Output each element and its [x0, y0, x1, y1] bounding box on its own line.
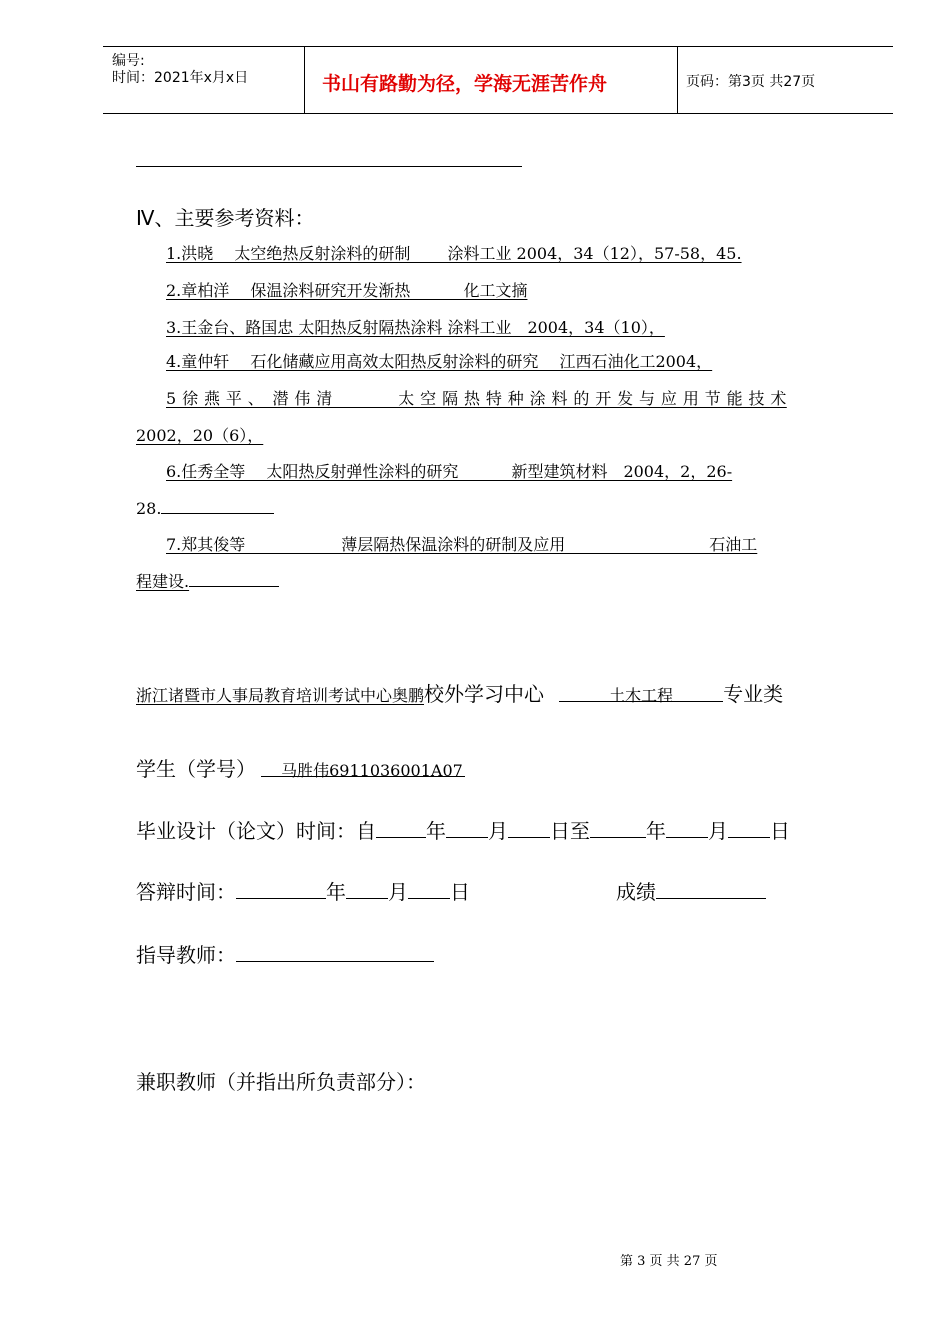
end-month-field[interactable] [666, 819, 708, 838]
center-row [136, 678, 783, 707]
reference-6-line1: 6.任秀全等 太阳热反射弹性涂料的研究 新型建筑材料 2004，2，26- [166, 462, 733, 481]
defense-day-field[interactable] [408, 880, 450, 899]
end-day-label: 日 [770, 819, 790, 843]
start-day-label: 日至 [550, 819, 590, 843]
defense-year-label: 年 [326, 880, 346, 904]
grade-row [616, 876, 766, 905]
start-year-label: 年 [426, 819, 446, 843]
reference-3: 3.王金台、路国忠 太阳热反射隔热涂料 涂料工业 2004，34（10）， [166, 318, 665, 337]
start-year-field[interactable] [376, 819, 426, 838]
center-name: 浙江诸暨市人事局教育培训考试中心奥鹏 [136, 686, 425, 705]
motto: 书山有路勤为径，学海无涯苦作舟 [322, 73, 608, 95]
start-month-label: 月 [488, 819, 508, 843]
end-year-label: 年 [646, 819, 666, 843]
major-field[interactable] [559, 683, 723, 705]
header-bottom-rule [103, 113, 893, 114]
advisor-label: 指导教师： [136, 943, 236, 967]
major-value: 土木工程 [609, 686, 674, 705]
major-suffix: 专业类 [723, 682, 784, 706]
grade-label: 成绩 [616, 880, 656, 904]
end-month-label: 月 [708, 819, 728, 843]
end-year-field[interactable] [590, 819, 646, 838]
student-value: 马胜伟6911036001A07 [281, 761, 463, 780]
defense-month-field[interactable] [346, 880, 388, 899]
student-label: 学生（学号） [136, 757, 256, 781]
defense-month-label: 月 [388, 880, 408, 904]
time-label: 时间：2021年x月x日 [112, 70, 249, 86]
grade-field[interactable] [656, 880, 766, 899]
reference-4: 4.童仲轩 石化储藏应用高效太阳热反射涂料的研究 江西石油化工2004， [166, 352, 713, 371]
reference-6-line2-text: 28. [136, 499, 162, 518]
defense-label: 答辩时间： [136, 880, 236, 904]
page-footer: 第 3 页 共 27 页 [620, 1254, 718, 1269]
reference-6-line2 [136, 495, 274, 518]
page-info: 页码：第3页 共27页 [686, 74, 816, 90]
header-top-rule [103, 46, 893, 47]
reference-7-line1: 7.郑其俊等 薄层隔热保温涂料的研制及应用 石油工 [166, 535, 758, 554]
reference-5-line1: 5 徐 燕 平 、 潜 伟 清 太 空 隔 热 特 种 涂 料 的 开 发 与 应 用 节 能 技 术 [166, 389, 787, 408]
header-divider-right [677, 46, 678, 113]
start-day-field[interactable] [508, 819, 550, 838]
reference-2: 2.章柏洋 保温涂料研究开发渐热 化工文摘 [166, 281, 528, 300]
center-suffix: 校外学习中心 [424, 682, 545, 706]
reference-7-line2-text: 程建设. [136, 572, 190, 591]
reference-1: 1.洪晓 太空绝热反射涂料的研制 涂料工业 2004，34（12），57-58，45. [166, 244, 742, 263]
advisor-field[interactable] [236, 943, 434, 962]
defense-row [136, 876, 470, 905]
header-divider-left [304, 46, 305, 113]
design-time-label: 毕业设计（论文）时间：自 [136, 819, 376, 843]
top-rule [136, 166, 522, 167]
defense-year-field[interactable] [236, 880, 326, 899]
student-row [136, 753, 465, 782]
references-heading: Ⅳ、主要参考资料： [136, 206, 315, 230]
reference-7-line2 [136, 568, 279, 592]
reference-6-line2-rule [161, 495, 274, 514]
serial-label: 编号: [112, 53, 145, 69]
defense-day-label: 日 [450, 880, 470, 904]
student-field[interactable] [261, 758, 465, 780]
design-time-row [136, 815, 790, 844]
start-month-field[interactable] [446, 819, 488, 838]
end-day-field[interactable] [728, 819, 770, 838]
reference-7-line2-rule [189, 568, 279, 587]
parttime-label: 兼职教师（并指出所负责部分）： [136, 1070, 426, 1094]
advisor-row [136, 939, 434, 968]
reference-5-line2: 2002，20（6）， [136, 426, 264, 445]
